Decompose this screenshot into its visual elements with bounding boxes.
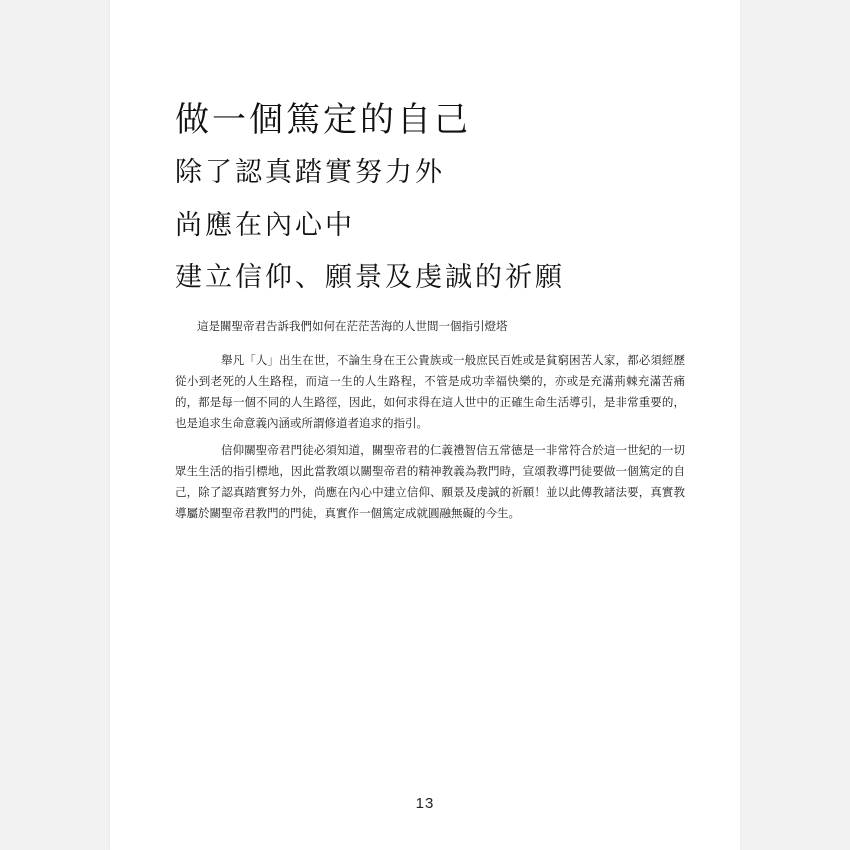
subtitle-line-3: 建立信仰、願景及虔誠的祈願 bbox=[175, 262, 565, 293]
body-paragraph-1: 舉凡「人」出生在世，不論生身在王公貴族或一般庶民百姓或是貧窮困苦人家，都必須經歷從小到老死的人生路程，而這一生的人生路程，不管是成功幸福快樂的，亦或是充滿荊棘充滿苦痛的，都是每一個不同的人生路徑，因此，如何求得在這人世中的正確生命生活導引，是非常重要的，也是追求生命意義內涵或所謂修道者追求的指引。 bbox=[175, 353, 685, 430]
page-title: 做一個篤定的自己 bbox=[175, 100, 471, 140]
document-page bbox=[110, 0, 740, 850]
page-number: 13 bbox=[415, 795, 435, 812]
intro-line: 這是關聖帝君告訴我們如何在茫茫苦海的人世間一個指引燈塔 bbox=[197, 319, 508, 333]
subtitle-line-1: 除了認真踏實努力外 bbox=[175, 157, 445, 188]
body-paragraph-2: 信仰關聖帝君門徒必須知道，關聖帝君的仁義禮智信五常德是一非常符合於這一世紀的一切眾生生活的指引標地，因此當教頌以關聖帝君的精神教義為教門時，宣頌教導門徒要做一個篤定的自己，除了認真踏實努力外，尚應在內心中建立信仰、願景及虔誠的祈願！並以此傳教諸法要，真實教導屬於關聖帝君教門的門徒，真實作一個篤定成就圓融無礙的今生。 bbox=[175, 443, 685, 520]
subtitle-line-2: 尚應在內心中 bbox=[175, 210, 355, 241]
